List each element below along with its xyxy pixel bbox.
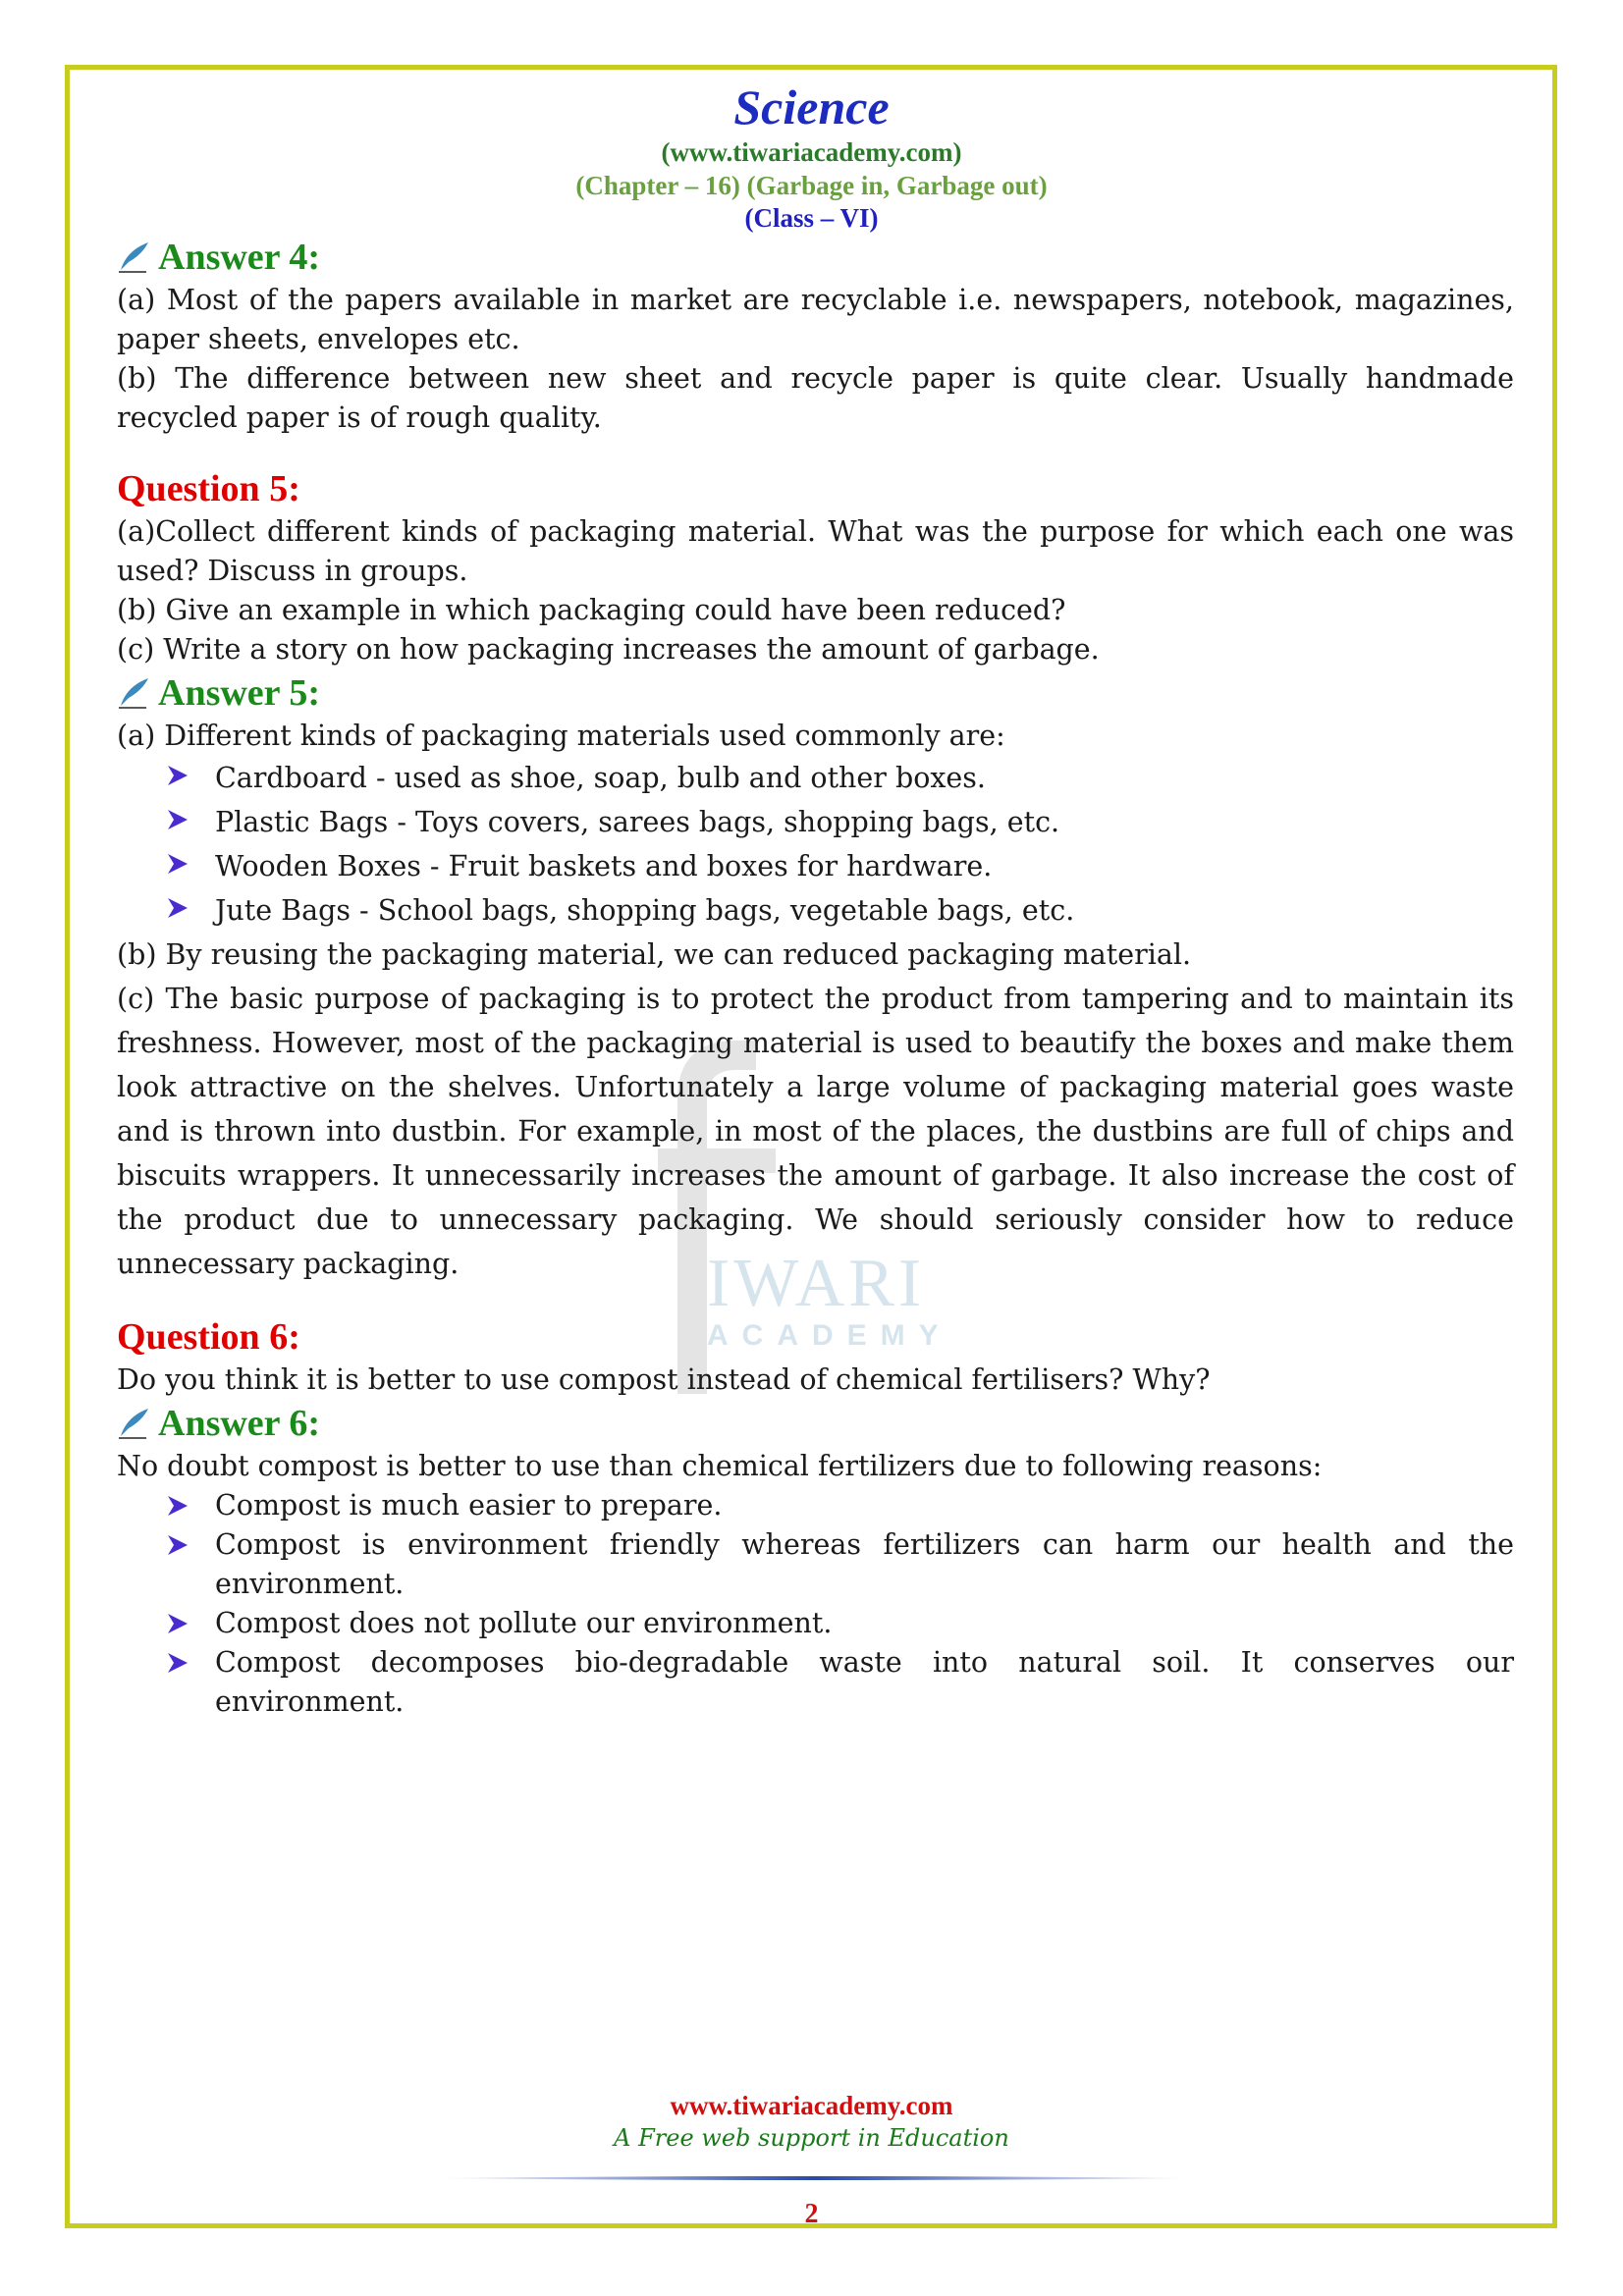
- answer-5-intro: (a) Different kinds of packaging materials used commonly are:: [117, 720, 1005, 752]
- arrow-bullet-icon: [166, 1494, 189, 1518]
- list-item: [166, 756, 1514, 800]
- page-number: 2: [804, 2199, 819, 2229]
- list-item-text: Compost is much easier to prepare.: [215, 1489, 723, 1522]
- header-class: (Class – VI): [744, 203, 879, 233]
- list-item: [166, 1604, 1514, 1643]
- watermark-word: IWARI: [707, 1246, 926, 1321]
- arrow-bullet-icon: [166, 852, 189, 876]
- footer-tagline: A Free web support in Education: [614, 2124, 1009, 2152]
- answer-5-heading: [117, 669, 1514, 717]
- answer-4-b: (b) The difference between new sheet and recycle paper is quite clear. Usually handmade recycled paper is of rough quality.: [117, 362, 1514, 434]
- answer-5-b: (b) By reusing the packaging material, we can reduced packaging material.: [117, 938, 1192, 971]
- answer-6-label: Answer 6:: [158, 1403, 321, 1444]
- list-item: [166, 844, 1514, 888]
- list-item: [166, 800, 1514, 844]
- header-chapter: (Chapter – 16) (Garbage in, Garbage out): [575, 171, 1048, 200]
- list-item-text: Jute Bags - School bags, shopping bags, vegetable bags, etc.: [215, 894, 1075, 927]
- arrow-bullet-icon: [166, 1612, 189, 1635]
- list-item-text: Compost is environment friendly whereas fertilizers can harm our health and the environment.: [215, 1528, 1514, 1600]
- answer-6-intro: No doubt compost is better to use than chemical fertilizers due to following reasons:: [117, 1450, 1323, 1482]
- answer-5-label: Answer 5:: [158, 672, 321, 714]
- page-title: Science: [733, 80, 890, 134]
- list-item: [166, 1525, 1514, 1604]
- question-5-c: (c) Write a story on how packaging increases the amount of garbage.: [117, 633, 1100, 666]
- question-5-a: (a)Collect different kinds of packaging material. What was the purpose for which each one was used? Discuss in groups.: [117, 515, 1514, 587]
- answer-5-c: (c) The basic purpose of packaging is to protect the product from tampering and to maintain its freshness. However, most of the packaging material is used to beautify the boxes and make them look attractive on the shelves. Unfortunately a large volume of packaging material goes waste and is thrown into dustbin. For example, in most of the places, the dustbins are full of chips and biscuits wrappers. It unnecessarily increases the amount of garbage. It also increase the cost of the product due to unnecessary packaging. We should seriously consider how to reduce unnecessary packaging.: [117, 983, 1514, 1280]
- list-item: [166, 1643, 1514, 1722]
- main-content: [117, 234, 1514, 1722]
- quill-pen-icon: [117, 676, 152, 710]
- quill-pen-icon: [117, 1407, 152, 1440]
- quill-pen-icon: [117, 240, 152, 274]
- arrow-bullet-icon: [166, 764, 189, 787]
- watermark-subword: ACADEMY: [707, 1319, 952, 1352]
- list-item: [166, 888, 1514, 933]
- list-item-text: Compost decomposes bio-degradable waste into natural soil. It conserves our environment.: [215, 1646, 1514, 1718]
- list-item: [166, 1486, 1514, 1525]
- list-item-text: Compost does not pollute our environment.: [215, 1607, 833, 1639]
- question-6-heading: Question 6:: [117, 1316, 300, 1358]
- answer-5-list: [117, 756, 1514, 933]
- question-5-heading: Question 5:: [117, 468, 300, 509]
- list-item-text: Plastic Bags - Toys covers, sarees bags, shopping bags, etc.: [215, 806, 1060, 838]
- list-item-text: Cardboard - used as shoe, soap, bulb and other boxes.: [215, 762, 986, 794]
- answer-4-a: (a) Most of the papers available in market are recyclable i.e. newspapers, notebook, magazines, paper sheets, envelopes etc.: [117, 284, 1514, 355]
- answer-4-label: Answer 4:: [158, 237, 321, 278]
- footer-site-link[interactable]: www.tiwariacademy.com: [670, 2091, 953, 2120]
- answer-6-heading: [117, 1400, 1514, 1447]
- question-5-b: (b) Give an example in which packaging could have been reduced?: [117, 594, 1066, 626]
- answer-6-list: [117, 1486, 1514, 1722]
- question-6-text: Do you think it is better to use compost instead of chemical fertilisers? Why?: [117, 1363, 1211, 1396]
- arrow-bullet-icon: [166, 896, 189, 920]
- list-item-text: Wooden Boxes - Fruit baskets and boxes for hardware.: [215, 850, 993, 882]
- arrow-bullet-icon: [166, 808, 189, 831]
- answer-4-heading: [117, 234, 1514, 281]
- header-site: (www.tiwariacademy.com): [661, 137, 962, 167]
- footer-divider: [432, 2174, 1198, 2182]
- arrow-bullet-icon: [166, 1533, 189, 1557]
- arrow-bullet-icon: [166, 1651, 189, 1675]
